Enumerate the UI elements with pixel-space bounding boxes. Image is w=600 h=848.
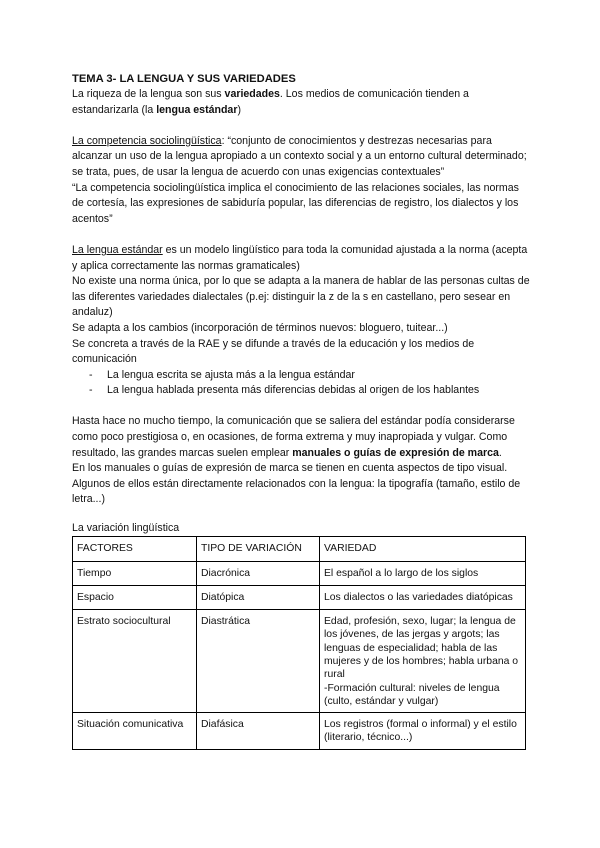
table-row [73, 712, 526, 749]
list-item-text: La lengua escrita se ajusta más a la lengua estándar [107, 368, 355, 381]
table-cell-text: -Formación cultural: niveles de lengua (culto, estándar y vulgar) [324, 682, 500, 708]
table-cell-text: Edad, profesión, sexo, lugar; la lengua de los jóvenes, de las jergas y argots; las lenguas de especialidad; habla de las mujeres y de los hombres; habla urbana o rural [324, 615, 519, 681]
competencia-quote: “La competencia sociolingüística implica el conocimiento de las relaciones sociales, las normas de cortesía, las expresiones de sabiduría popular, las diferencias de registro, los dialectos y los acentos” [72, 181, 519, 225]
marca-visual-paragraph: En los manuales o guías de expresión de marca se tienen en cuenta aspectos de tipo visual. Algunos de ellos están directamente relacionados con la lengua: la tipografía (tamaño, estilo de letra...) [72, 462, 521, 506]
marca-bold-manuales: manuales o guías de expresión de marca [292, 446, 499, 459]
table-row [73, 586, 526, 609]
list-item: - La lengua hablada presenta más diferencias debidas al origen de los hablantes [89, 384, 480, 397]
document-body [72, 72, 532, 750]
table-row [73, 562, 526, 586]
marca-paragraph [72, 414, 532, 461]
estandar-rae: Se concreta a través de la RAE y se difunde a través de la educación y los medios de comunicación [72, 337, 475, 366]
estandar-cambios: Se adapta a los cambios (incorporación de términos nuevos: bloguero, tuitear...) [72, 321, 448, 334]
estandar-list [72, 368, 532, 399]
table-cell: Diastrática [197, 609, 320, 712]
estandar-norma: No existe una norma única, por lo que se adapta a la manera de hablar de las personas cultas de las diferentes variedades dialectales (p.ej: distinguir la z de la s en castellano, pero sesear en andaluz) [72, 275, 530, 319]
competencia-paragraph [72, 134, 532, 181]
table-cell: Diafásica [197, 712, 320, 749]
estandar-term: La lengua estándar [72, 243, 163, 256]
intro-text: La riqueza de la lengua son sus [72, 88, 225, 100]
intro-bold-variedades: variedades [224, 88, 280, 100]
list-item: - La lengua escrita se ajusta más a la lengua estándar [89, 368, 355, 381]
competencia-term: La competencia sociolingüística [72, 134, 222, 147]
header-cell: VARIEDAD [320, 537, 526, 562]
header-cell: TIPO DE VARIACIÓN [197, 537, 320, 562]
intro-text-end: ) [237, 103, 241, 116]
estandar-paragraph [72, 243, 532, 274]
variacion-table [72, 536, 526, 749]
competencia-definition: : “conjunto de conocimientos y destrezas necesarias para alcanzar un uso de la lengua apropiado a un contexto social y a un entorno cultural determinado; se trata, pues, de usar la lengua de acuerdo con unas exigencias contextuales” [72, 134, 527, 178]
table-cell: Estrato sociocultural [73, 609, 197, 712]
page-title: TEMA 3- LA LENGUA Y SUS VARIEDADES [72, 73, 296, 85]
table-caption: La variación lingüística [72, 522, 180, 535]
table-cell: El español a lo largo de los siglos [320, 562, 526, 586]
table-cell: Diatópica [197, 586, 320, 609]
intro-paragraph [72, 87, 532, 118]
table-cell: Espacio [73, 586, 197, 609]
marca-text-end: . [498, 446, 502, 459]
estandar-definition: es un modelo lingüístico para toda la comunidad ajustada a la norma (acepta y aplica correctamente las normas gramaticales) [72, 243, 528, 272]
table-cell: Los dialectos o las variedades diatópicas [320, 586, 526, 609]
marca-text: Hasta hace no mucho tiempo, la comunicación que se saliera del estándar podía considerarse como poco prestigiosa o, en ocasiones, de forma extrema y muy inapropiada y vulgar. Como resultado, las grandes marcas suelen emplear [72, 415, 515, 459]
table-cell: Tiempo [73, 562, 197, 586]
table-cell: Situación comunicativa [73, 712, 197, 749]
header-cell: FACTORES [73, 537, 197, 562]
intro-bold-lengua-estandar: lengua estándar [156, 103, 238, 116]
table-cell: Diacrónica [197, 562, 320, 586]
intro-text-mid: . Los medios de comunicación tienden a estandarizarla (la [72, 88, 469, 116]
table-cell: Los registros (formal o informal) y el estilo (literario, técnico...) [320, 712, 526, 749]
list-item-text: La lengua hablada presenta más diferencias debidas al origen de los hablantes [107, 384, 480, 397]
table-cell [320, 609, 526, 712]
table-header-row [73, 537, 526, 562]
table-row [73, 609, 526, 712]
